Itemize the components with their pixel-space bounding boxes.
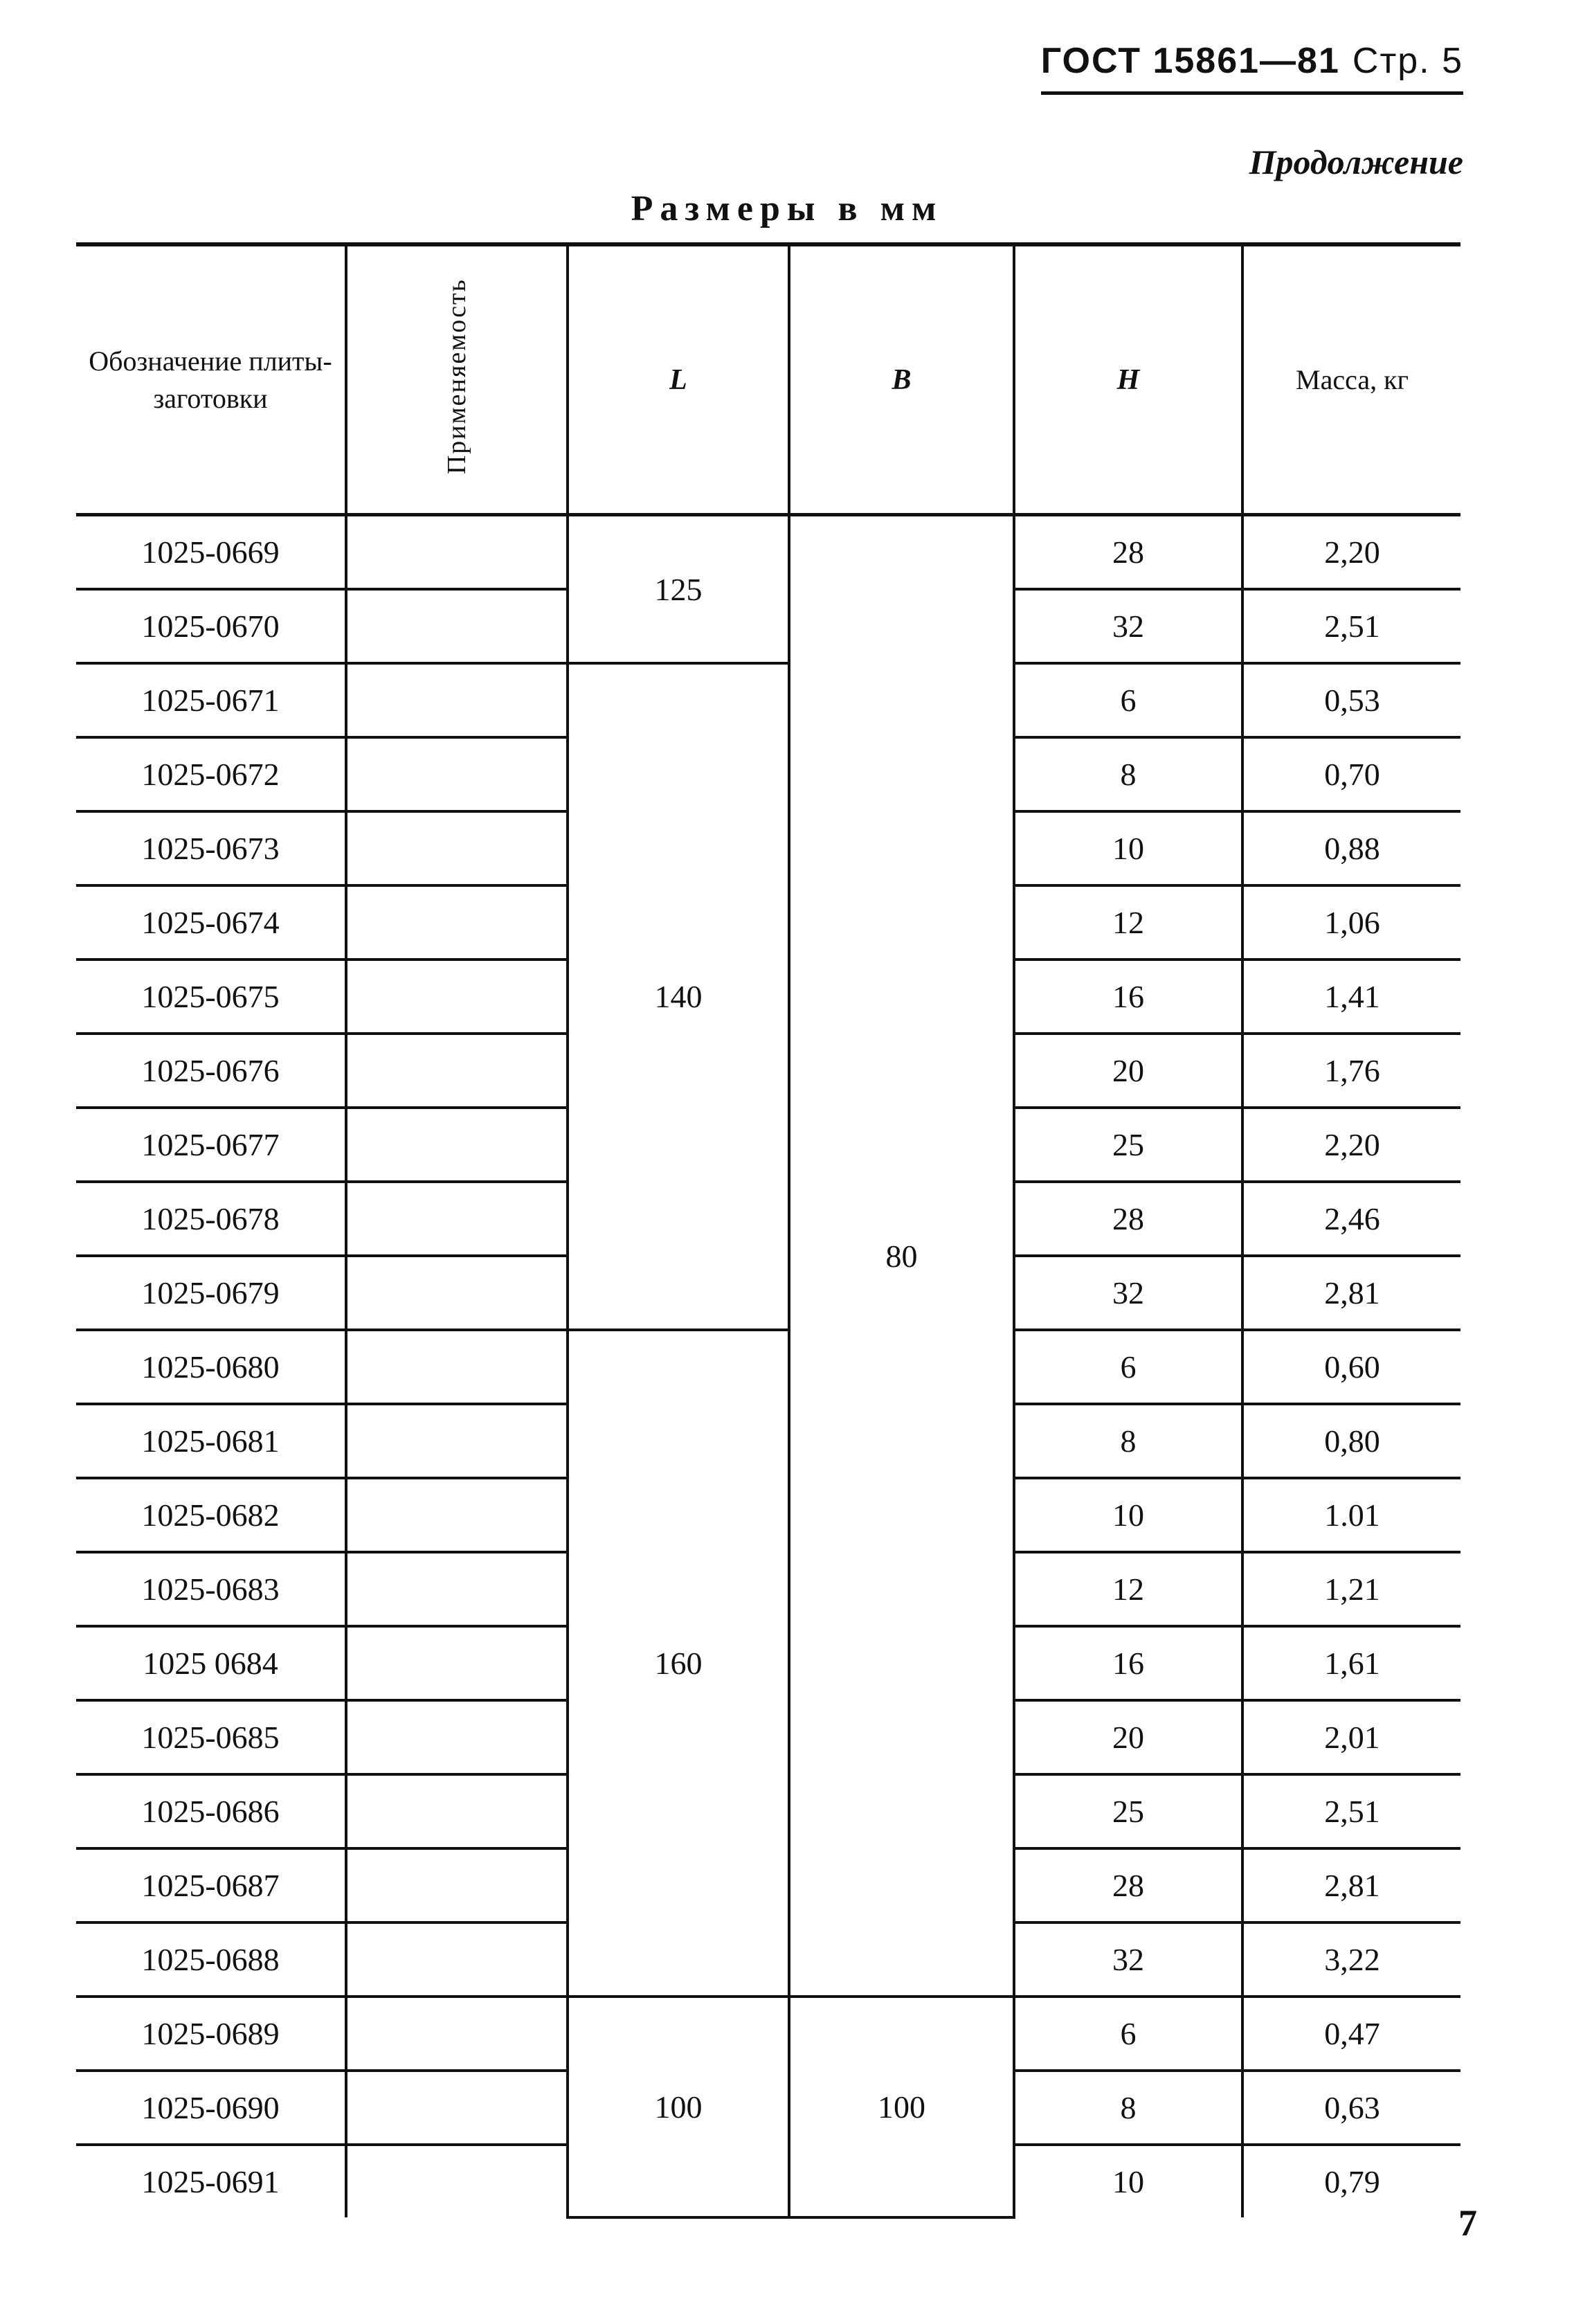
H-value-cell: 6 [1014, 1997, 1242, 2071]
designation-cell: 1025-0685 [76, 1700, 346, 1774]
designation-cell: 1025-0686 [76, 1774, 346, 1848]
H-value-cell: 12 [1014, 1552, 1242, 1626]
mass-value-cell: 1,06 [1242, 885, 1460, 960]
H-value-cell: 10 [1014, 1478, 1242, 1552]
H-value-cell: 10 [1014, 2145, 1242, 2217]
H-value-cell: 28 [1014, 1848, 1242, 1922]
mass-value-cell: 2,46 [1242, 1182, 1460, 1256]
mass-value-cell: 1.01 [1242, 1478, 1460, 1552]
H-value-cell: 25 [1014, 1108, 1242, 1182]
mass-value-cell: 0,60 [1242, 1330, 1460, 1404]
designation-cell: 1025-0678 [76, 1182, 346, 1256]
mass-value-cell: 0,80 [1242, 1404, 1460, 1478]
applicability-cell [346, 1552, 568, 1626]
designation-cell: 1025-0673 [76, 811, 346, 885]
applicability-cell [346, 1997, 568, 2071]
applicability-cell [346, 1108, 568, 1182]
mass-value-cell: 0,53 [1242, 663, 1460, 737]
applicability-cell [346, 1848, 568, 1922]
mass-value-cell: 0,63 [1242, 2071, 1460, 2145]
applicability-cell [346, 2145, 568, 2217]
H-value-cell: 16 [1014, 1626, 1242, 1700]
H-value-cell: 16 [1014, 960, 1242, 1034]
table-body [76, 515, 1460, 2218]
mass-value-cell: 1,41 [1242, 960, 1460, 1034]
mass-value-cell: 2,01 [1242, 1700, 1460, 1774]
H-value-cell: 8 [1014, 2071, 1242, 2145]
applicability-cell [346, 2071, 568, 2145]
L-value-cell: 125 [568, 515, 789, 664]
blanks-table [76, 242, 1460, 2219]
H-value-cell: 8 [1014, 1404, 1242, 1478]
B-value-cell: 80 [789, 515, 1014, 1997]
applicability-cell [346, 1330, 568, 1404]
mass-value-cell: 0,70 [1242, 737, 1460, 811]
H-value-cell: 28 [1014, 1182, 1242, 1256]
H-value-cell: 6 [1014, 1330, 1242, 1404]
mass-value-cell: 1,76 [1242, 1034, 1460, 1108]
designation-cell: 1025-0688 [76, 1922, 346, 1997]
designation-cell: 1025-0677 [76, 1108, 346, 1182]
H-value-cell: 10 [1014, 811, 1242, 885]
units-caption: Размеры в мм [631, 189, 943, 228]
designation-cell: 1025-0671 [76, 663, 346, 737]
H-value-cell: 25 [1014, 1774, 1242, 1848]
table-row [76, 1330, 1460, 1404]
applicability-cell [346, 1182, 568, 1256]
B-value-cell: 100 [789, 1997, 1014, 2217]
applicability-label: Применяемость [442, 278, 471, 475]
designation-cell: 1025-0681 [76, 1404, 346, 1478]
page-number: 7 [1458, 2202, 1477, 2244]
applicability-cell [346, 1404, 568, 1478]
H-value-cell: 20 [1014, 1700, 1242, 1774]
designation-cell: 1025-0679 [76, 1256, 346, 1330]
applicability-cell [346, 589, 568, 663]
mass-value-cell: 0,79 [1242, 2145, 1460, 2217]
designation-cell: 1025-0680 [76, 1330, 346, 1404]
table-row [76, 663, 1460, 737]
applicability-cell [346, 737, 568, 811]
applicability-cell [346, 811, 568, 885]
mass-value-cell: 2,20 [1242, 515, 1460, 590]
designation-cell: 1025-0690 [76, 2071, 346, 2145]
applicability-cell [346, 1626, 568, 1700]
H-value-cell: 20 [1014, 1034, 1242, 1108]
standard-header [1041, 40, 1463, 95]
col-mass-header: Масса, кг [1242, 244, 1460, 515]
applicability-cell [346, 1922, 568, 1997]
designation-cell: 1025-0687 [76, 1848, 346, 1922]
continuation-label: Продолжение [1249, 143, 1463, 181]
mass-value-cell: 2,51 [1242, 1774, 1460, 1848]
designation-cell: 1025-0669 [76, 515, 346, 590]
mass-value-cell: 2,81 [1242, 1848, 1460, 1922]
mass-value-cell: 0,88 [1242, 811, 1460, 885]
mass-value-cell: 0,47 [1242, 1997, 1460, 2071]
designation-cell: 1025-0675 [76, 960, 346, 1034]
col-designation-header: Обозначение плиты-заготовки [76, 244, 346, 515]
col-L-header: L [568, 244, 789, 515]
col-applicability-header [346, 244, 568, 515]
designation-cell: 1025-0670 [76, 589, 346, 663]
col-B-header: B [789, 244, 1014, 515]
designation-cell: 1025-0672 [76, 737, 346, 811]
H-value-cell: 32 [1014, 1256, 1242, 1330]
applicability-cell [346, 885, 568, 960]
applicability-cell [346, 1034, 568, 1108]
applicability-cell [346, 1256, 568, 1330]
designation-cell: 1025-0682 [76, 1478, 346, 1552]
mass-value-cell: 2,81 [1242, 1256, 1460, 1330]
designation-cell: 1025-0674 [76, 885, 346, 960]
applicability-cell [346, 1478, 568, 1552]
mass-value-cell: 3,22 [1242, 1922, 1460, 1997]
applicability-cell [346, 960, 568, 1034]
H-value-cell: 6 [1014, 663, 1242, 737]
standard-number: ГОСТ 15861—81 [1040, 41, 1340, 81]
designation-cell: 1025 0684 [76, 1626, 346, 1700]
designation-cell: 1025-0676 [76, 1034, 346, 1108]
table-row [76, 1997, 1460, 2071]
applicability-cell [346, 1700, 568, 1774]
table-row [76, 515, 1460, 590]
H-value-cell: 8 [1014, 737, 1242, 811]
designation-cell: 1025-0691 [141, 2164, 280, 2199]
applicability-cell [346, 515, 568, 590]
L-value-cell: 140 [568, 663, 789, 1330]
applicability-cell [346, 663, 568, 737]
mass-value-cell: 1,21 [1242, 1552, 1460, 1626]
mass-value-cell: 1,61 [1242, 1626, 1460, 1700]
H-value-cell: 32 [1014, 589, 1242, 663]
L-value-cell: 160 [568, 1330, 789, 1997]
H-value-cell: 32 [1014, 1922, 1242, 1997]
designation-cell: 1025-0683 [76, 1552, 346, 1626]
H-value-cell: 28 [1014, 515, 1242, 590]
mass-value-cell: 2,51 [1242, 589, 1460, 663]
H-value-cell: 12 [1014, 885, 1242, 960]
applicability-cell [346, 1774, 568, 1848]
col-H-header: H [1014, 244, 1242, 515]
designation-cell: 1025-0689 [76, 1997, 346, 2071]
page-label: Стр. 5 [1352, 41, 1463, 81]
table-header-row [76, 244, 1460, 515]
L-value-cell: 100 [568, 1997, 789, 2217]
mass-value-cell: 2,20 [1242, 1108, 1460, 1182]
